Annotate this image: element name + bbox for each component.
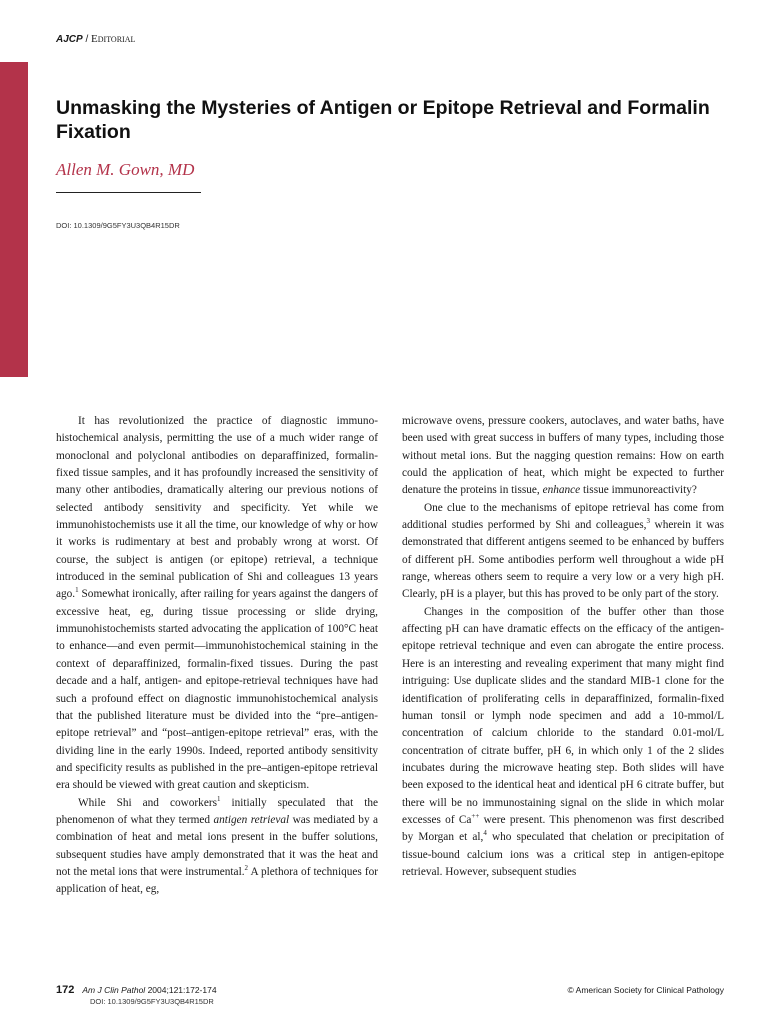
footer-doi: DOI: 10.1309/9G5FY3U3QB4R15DR xyxy=(90,997,214,1006)
body-column-right xyxy=(402,413,724,881)
running-head xyxy=(56,33,135,45)
paragraph: Changes in the composition of the buffer other than those affecting pH can have dramatic effects on the efficacy of the antigen-epitope retrieval technique and even can abrogate the entire process. Here is an interesting and revealing experiment that many might find intriguing: Use duplicate slides and the standard MIB-1 clone for the identification of proliferating cells in deparaffinized, formalin-fixed human tonsil or lymph node specimen and add a 10-mmol/L concentration of calcium chloride to the standard 0.01-mol/L concentration of citrate buffer, pH 6, in which only 1 of the 2 slides incubates during the microwave heating step. Both slides will have been exposed to the identical heat and identical pH 6 citrate buffer, but there will be no immunostaining signal on the slide in which molar excesses of Ca++ were present. This phenomenon was first described by Morgan et al,$^4$ who speculated that chelation or precipitation of tissue-bound calcium ions was a critical step in antigen-epitope retrieval. However, subsequent studies xyxy=(402,605,724,878)
superscript: ++ xyxy=(471,812,480,821)
emphasis: enhance xyxy=(542,484,581,497)
article-doi: DOI: 10.1309/9G5FY3U3QB4R15DR xyxy=(56,221,180,230)
citation: 2004;121:172-174 xyxy=(145,985,217,995)
journal-abbrev: AJCP xyxy=(56,34,83,45)
paragraph: While Shi and coworkers$^1$ initially speculated that the phenomenon of what they termed antigen retrieval was mediated by a combination of heat and metal ions present in the buffer solutions, subsequent studies have amply demonstrated that it was the heat and not the metal ions that were instrumental.$^2$ A plethora of techniques for application of heat, eg, xyxy=(56,794,378,896)
author-rule xyxy=(56,192,201,193)
copyright: © American Society for Clinical Pathology xyxy=(567,985,724,995)
reference-marker[interactable]: 1 xyxy=(217,794,221,803)
reference-marker[interactable]: 2 xyxy=(244,864,249,873)
article-title: Unmasking the Mysteries of Antigen or Epitope Retrieval and Formalin Fixation xyxy=(56,97,710,143)
reference-marker[interactable]: 3 xyxy=(646,517,650,526)
section-label: Editorial xyxy=(91,33,136,45)
page-number: 172 xyxy=(56,984,75,996)
paragraph: microwave ovens, pressure cookers, autoclaves, and water baths, have been used with great success in buffers of many types, including those without metal ions. But the nagging question remains: How on earth could the application of heat, which might be expected to further denature the proteins in tissue, enhance tissue immunoreactivity? xyxy=(402,415,724,497)
reference-marker[interactable]: 4 xyxy=(483,829,487,838)
running-head-separator: / xyxy=(82,34,92,45)
paragraph: One clue to the mechanisms of epitope retrieval has come from additional studies performed by Shi and colleagues,$^3$ wherein it was demonstrated that different antigens seemed to be enhanced by buffers of different pH. Some antibodies perform well throughout a wide pH range, whereas others seem to require a very low or a very high pH. Clearly, pH is a player, but this has proved to be only part of the story. xyxy=(402,501,724,601)
paragraph: It has revolutionized the practice of diagnostic immunohistochemical analysis, permitting the use of a much wider range of monoclonal and polyclonal antibodies on deparaffinized, formalin-fixed tissue samples, and it has profoundly increased the sensitivity of many other antibodies, dramatically altering our previous notions of selected antibody sensitivity and specificity. Yet while we immunohistochemists use it all the time, our knowledge of why or how it works is rudimentary at best and probably wrong at worst. Of course, the subject is antigen (or epitope) retrieval, a technique introduced in the seminal publication of Shi and colleagues 13 years ago.$^1$ Somewhat ironically, after railing for years against the dangers of excessive heat, eg, during tissue processing or slide drying, immunohistochemists started advocating the application of 100°C heat to enhance—and even permit—immunohistochemical staining in the context of deparaffinized, formalin-fixed tissues. During the past decade and a half, antigen- and epitope-retrieval techniques have had such a profound effect on diagnostic immunohistochemical analysis that the published literature must be divided into the “pre–antigen-epitope retrieval” and “post–antigen-epitope retrieval” eras, with the dividing line in the early 1990s. Indeed, reported antibody sensitivity and specificity results as published in the pre–antigen-epitope retrieval era should be viewed with great caution and skepticism. xyxy=(56,415,378,792)
footer-citation xyxy=(56,984,217,996)
reference-marker[interactable]: 1 xyxy=(75,586,79,595)
body-column-left xyxy=(56,413,378,899)
accent-bar xyxy=(0,62,28,377)
journal-name: Am J Clin Pathol xyxy=(82,985,146,995)
author-name: Allen M. Gown, MD xyxy=(56,160,195,179)
emphasis: antigen retrieval xyxy=(213,813,290,826)
